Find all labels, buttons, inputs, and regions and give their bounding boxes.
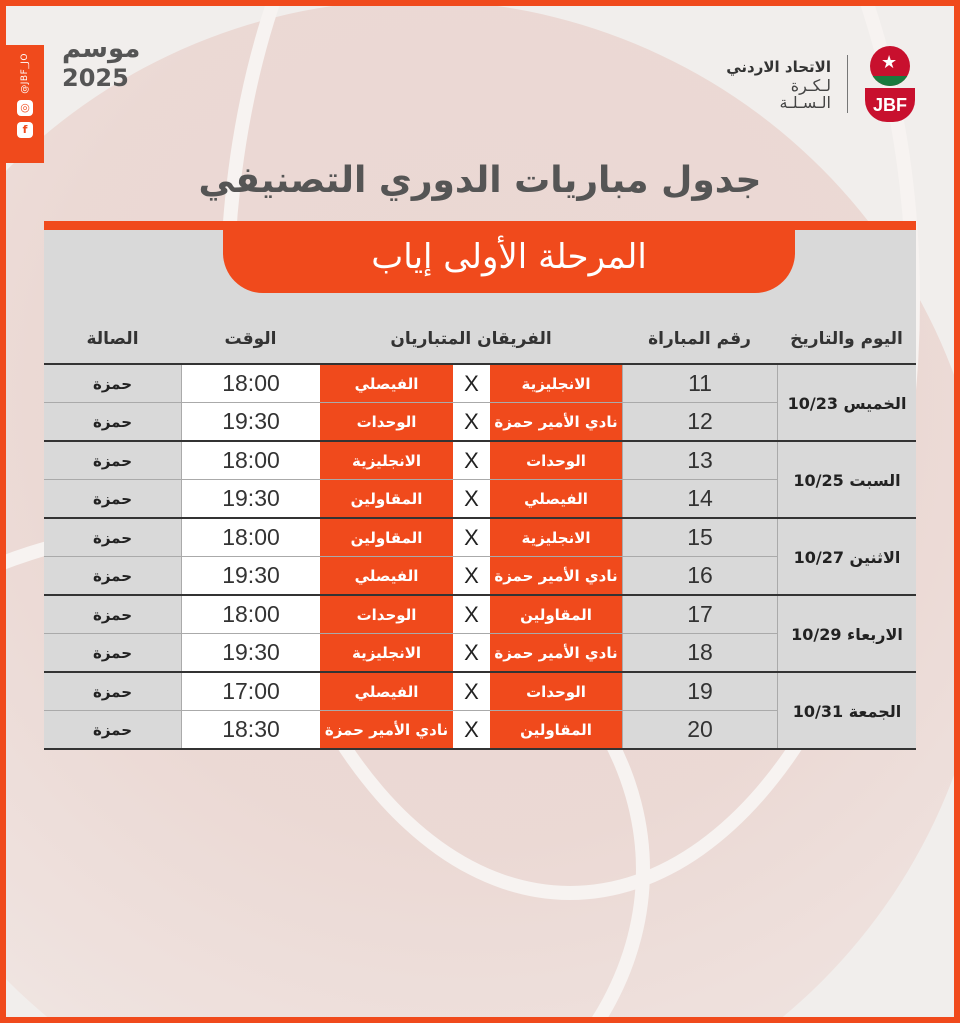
match-number-cell: 12 (622, 403, 777, 441)
versus-cell: X (453, 403, 490, 441)
home-team-cell: الانجليزية (490, 365, 622, 403)
season-label (62, 34, 140, 92)
facebook-icon[interactable]: f (17, 122, 33, 138)
hall-cell: حمزة (44, 403, 181, 441)
away-team-cell: الفيصلي (320, 365, 453, 403)
time-cell: 19:30 (181, 480, 320, 518)
jbf-ball-emblem (870, 46, 910, 86)
hall-cell: حمزة (44, 442, 181, 480)
jbf-logo (864, 42, 916, 126)
federation-name-line1: الاتحاد الاردني (726, 57, 831, 76)
away-team-cell: المقاولين (320, 480, 453, 518)
home-team-cell: نادي الأمير حمزة (490, 634, 622, 672)
home-team-cell: الفيصلي (490, 480, 622, 518)
hall-cell: حمزة (44, 596, 181, 634)
time-cell: 18:00 (181, 442, 320, 480)
home-team-cell: نادي الأمير حمزة (490, 403, 622, 441)
away-team-cell: نادي الأمير حمزة (320, 711, 453, 749)
day-date-cell: الاثنين 10/27 (777, 519, 916, 596)
hall-cell: حمزة (44, 673, 181, 711)
home-team-cell: المقاولين (490, 596, 622, 634)
hall-cell: حمزة (44, 557, 181, 595)
table-bottom-line (44, 748, 916, 750)
versus-cell: X (453, 557, 490, 595)
header-time: الوقت (224, 329, 277, 349)
time-cell: 17:00 (181, 673, 320, 711)
star-icon: ★ (881, 52, 898, 73)
versus-cell: X (453, 365, 490, 403)
header-match-number: رقم المباراة (648, 329, 751, 349)
match-number-cell: 11 (622, 365, 777, 403)
logo-divider (847, 55, 848, 113)
versus-cell: X (453, 519, 490, 557)
flag-stripe (870, 76, 910, 86)
match-number-cell: 19 (622, 673, 777, 711)
away-team-cell: الوحدات (320, 596, 453, 634)
match-number-cell: 16 (622, 557, 777, 595)
social-bar (6, 45, 44, 163)
time-cell: 19:30 (181, 634, 320, 672)
season-year: 2025 (62, 64, 129, 92)
match-number-cell: 13 (622, 442, 777, 480)
header-day-date: اليوم والتاريخ (790, 329, 903, 349)
time-cell: 18:00 (181, 519, 320, 557)
hall-cell: حمزة (44, 365, 181, 403)
federation-name-line3: الـسـلـة (779, 92, 831, 112)
hall-cell: حمزة (44, 519, 181, 557)
match-number-cell: 14 (622, 480, 777, 518)
header-teams: الفريقان المتباريان (390, 329, 552, 349)
table-header (44, 321, 916, 357)
hall-cell: حمزة (44, 711, 181, 749)
home-team-cell: نادي الأمير حمزة (490, 557, 622, 595)
time-cell: 18:00 (181, 596, 320, 634)
match-number-cell: 18 (622, 634, 777, 672)
away-team-cell: الفيصلي (320, 673, 453, 711)
social-handle: @JBF_JO (20, 53, 30, 94)
versus-cell: X (453, 634, 490, 672)
federation-name (726, 58, 831, 111)
versus-cell: X (453, 711, 490, 749)
away-team-cell: الانجليزية (320, 634, 453, 672)
schedule-table (44, 221, 916, 741)
instagram-icon[interactable]: ◎ (17, 100, 33, 116)
federation-name-line2: لـكـرة (790, 75, 831, 95)
page-title: جدول مباريات الدوري التصنيفي (198, 160, 762, 201)
versus-cell: X (453, 442, 490, 480)
match-number-cell: 15 (622, 519, 777, 557)
federation-header (726, 42, 916, 126)
versus-cell: X (453, 596, 490, 634)
hall-cell: حمزة (44, 480, 181, 518)
hall-cell: حمزة (44, 634, 181, 672)
day-date-cell: الخميس 10/23 (777, 365, 916, 442)
versus-cell: X (453, 673, 490, 711)
home-team-cell: الوحدات (490, 673, 622, 711)
jbf-logo-text: JBF (865, 88, 915, 122)
versus-cell: X (453, 480, 490, 518)
header-hall: الصالة (86, 329, 139, 349)
day-date-cell: الاربعاء 10/29 (777, 596, 916, 673)
time-cell: 18:00 (181, 365, 320, 403)
day-date-cell: الجمعة 10/31 (777, 673, 916, 750)
phase-banner: المرحلة الأولى إياب (223, 221, 795, 293)
away-team-cell: الفيصلي (320, 557, 453, 595)
home-team-cell: الوحدات (490, 442, 622, 480)
away-team-cell: المقاولين (320, 519, 453, 557)
time-cell: 19:30 (181, 557, 320, 595)
away-team-cell: الوحدات (320, 403, 453, 441)
time-cell: 18:30 (181, 711, 320, 749)
match-number-cell: 20 (622, 711, 777, 749)
match-number-cell: 17 (622, 596, 777, 634)
time-cell: 19:30 (181, 403, 320, 441)
home-team-cell: الانجليزية (490, 519, 622, 557)
season-word: موسم (62, 34, 141, 64)
home-team-cell: المقاولين (490, 711, 622, 749)
away-team-cell: الانجليزية (320, 442, 453, 480)
day-date-cell: السبت 10/25 (777, 442, 916, 519)
